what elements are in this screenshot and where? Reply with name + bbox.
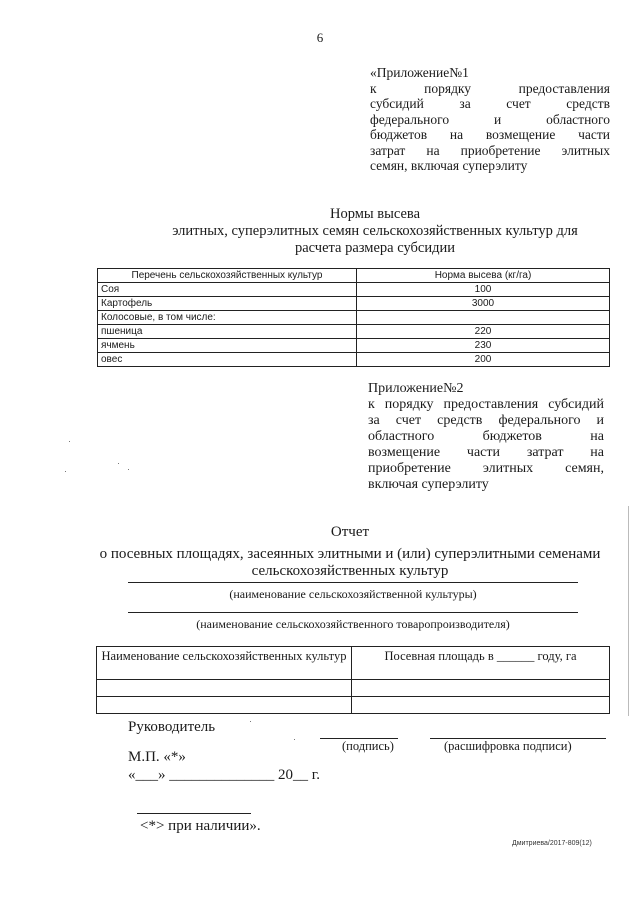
table-row [98,353,610,367]
report-cell [97,680,352,697]
document-reference: Дмитриева/2017-809(12) [512,840,592,847]
report-cell [97,697,352,714]
stamp-label: М.П. «*» [128,749,186,765]
scan-speck [69,441,70,442]
producer-name-line [128,611,578,613]
crop-name: ячмень [98,339,357,353]
appendix-1 [370,65,610,174]
crop-rate: 100 [357,283,610,297]
appendix-1-title: «Приложение№1 [370,65,469,80]
appendix-1-line: федерального и областного [370,111,610,127]
report-subtitle: сельскохозяйственных культур [251,563,449,579]
report-heading [60,524,640,580]
appendix-1-line: к порядку предоставления [370,80,610,96]
appendix-2-title: Приложение№2 [368,381,464,396]
report-cell [352,680,610,697]
scan-speck [128,469,129,470]
crop-name: овес [98,353,357,367]
appendix-2-line: за счет средств федерального и [368,413,604,428]
table-row [97,680,610,697]
table-row [98,339,610,353]
crop-name-caption: (наименование сельскохозяйственной культуры) [229,587,477,601]
footnote: <*> при наличии». [140,818,261,834]
report-table [96,646,610,714]
appendix-1-line: субсидий за счет средств [370,96,610,111]
scan-speck [65,471,66,472]
appendix-2-text [368,397,604,493]
report-subtitle: о посевных площадях, засеянных элитными и (или) суперэлитными семенами [99,546,601,562]
norms-title: Нормы высева [329,206,421,222]
crop-name: Картофель [98,297,357,311]
crop-rate: 3000 [357,297,610,311]
crop-name: Соя [98,283,357,297]
report-header-row [97,647,610,680]
table-row [98,283,610,297]
page-edge-mark [628,506,629,716]
head-label: Руководитель [128,719,216,735]
appendix-1-text [370,81,610,174]
table-row [98,325,610,339]
crop-rate: 220 [357,325,610,339]
norms-table [97,268,610,367]
report-title: Отчет [330,524,370,540]
scan-speck [250,721,251,722]
producer-name-caption: (наименование сельскохозяйственного товаропроизводителя) [196,617,510,631]
crop-rate [357,311,610,325]
appendix-1-line: затрат на приобретение элитных [370,142,610,158]
crop-name: Колосовые, в том числе: [98,311,357,325]
report-header-crop: Наименование сельскохозяйственных культур [97,647,352,680]
report-header-area: Посевная площадь в ______ году, га [352,647,610,680]
appendix-2-line: областного бюджетов на [368,429,604,444]
table-row [98,311,610,325]
table-row [97,697,610,714]
date-line: «___» ______________ 20__ г. [128,767,320,783]
scan-speck [118,463,119,464]
scan-speck [294,739,295,740]
appendix-2 [368,381,604,493]
appendix-2-line: включая суперэлиту [368,477,489,492]
norms-header-row [98,269,610,283]
table-row [98,297,610,311]
norms-subtitle: элитных, суперэлитных семян сельскохозяйственных культур для [172,223,578,239]
decode-caption: (расшифровка подписи) [444,739,572,753]
signature-caption: (подпись) [342,739,394,753]
norms-heading [0,206,640,257]
appendix-1-line: бюджетов на возмещение части [370,127,610,142]
appendix-2-line: к порядку предоставления субсидий [368,397,604,412]
page-number: 6 [316,30,324,45]
norms-header-value: Норма высева (кг/га) [357,269,610,283]
report-cell [352,697,610,714]
appendix-2-line: приобретение элитных семян, [368,461,604,476]
norms-header-crop: Перечень сельскохозяйственных культур [98,269,357,283]
crop-name: пшеница [98,325,357,339]
appendix-2-line: возмещение части затрат на [368,445,604,460]
crop-name-line [128,581,578,583]
norms-subtitle: расчета размера субсидии [294,240,456,256]
crop-rate: 200 [357,353,610,367]
appendix-1-line: семян, включая суперэлиту [370,158,528,173]
footnote-divider [137,812,251,814]
crop-rate: 230 [357,339,610,353]
